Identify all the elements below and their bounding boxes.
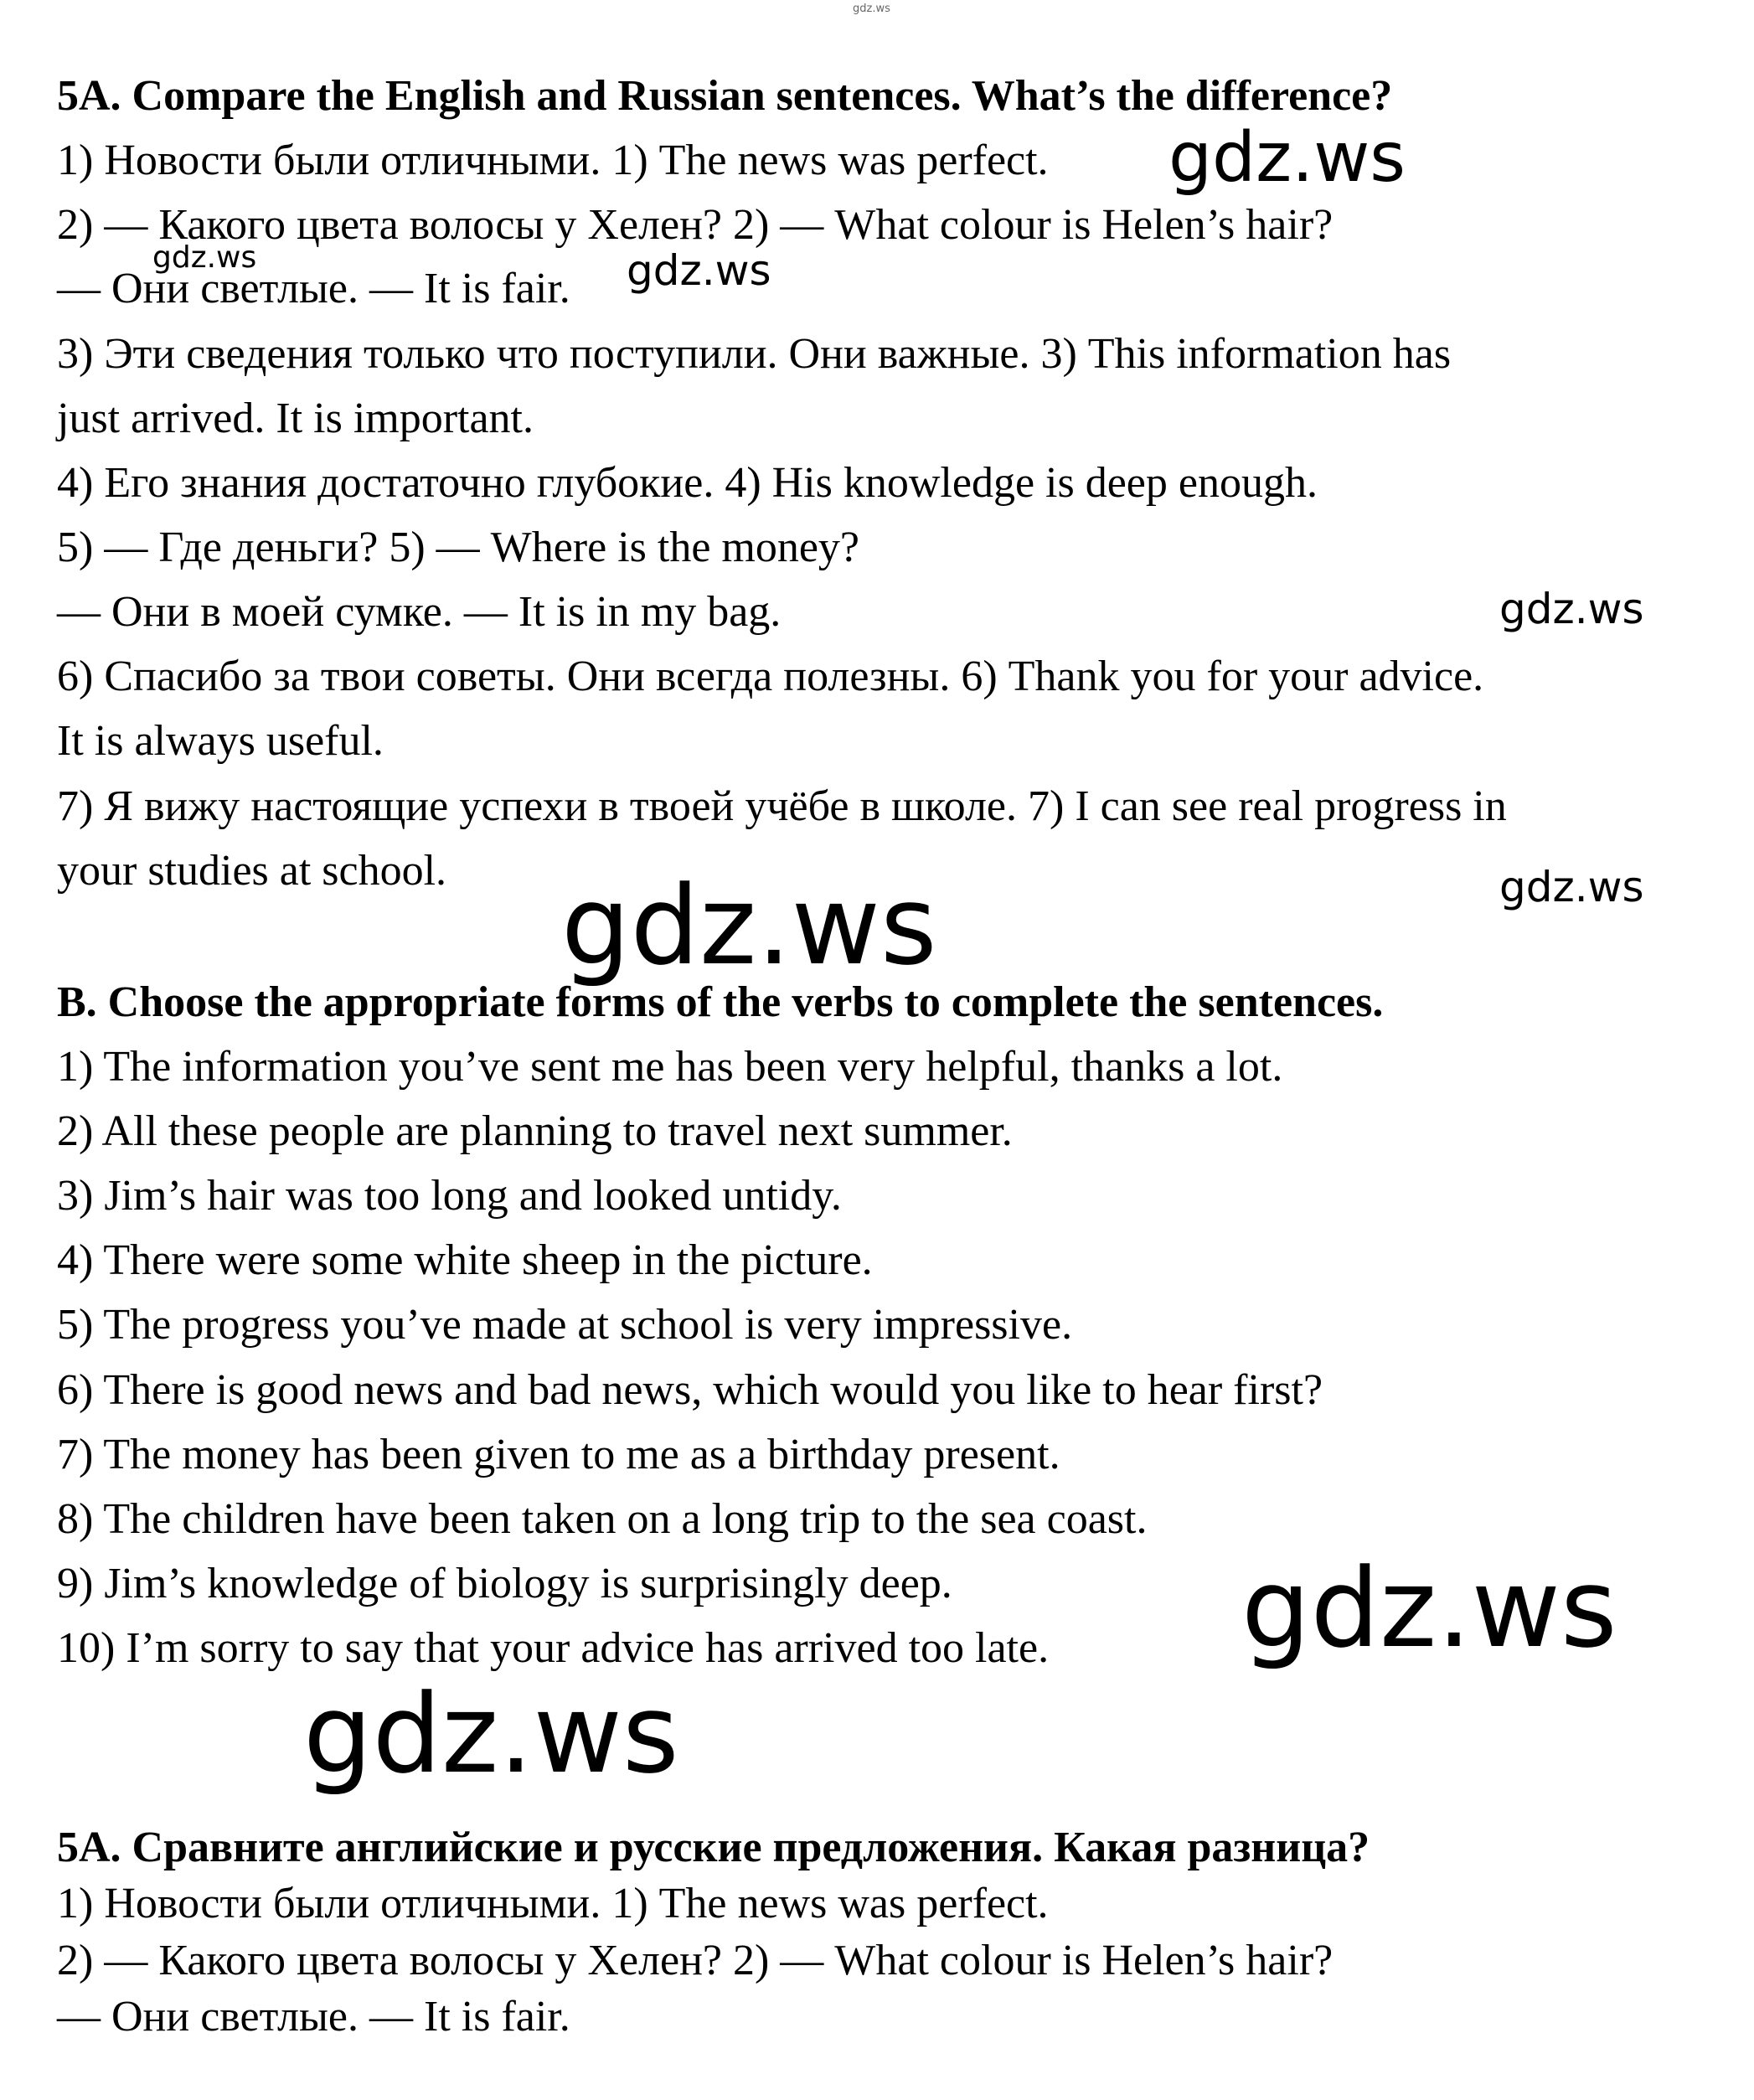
section-a-heading: 5A. Compare the English and Russian sentences. What’s the difference?: [57, 72, 1393, 120]
section-a-line: 5) — Где деньги? 5) — Where is the money?: [57, 524, 860, 571]
watermark-logo: gdz.ws: [152, 240, 257, 275]
section-a-line: It is always useful.: [57, 717, 384, 765]
section-a-line: your studies at school.: [57, 847, 447, 895]
section-a-line: 7) Я вижу настоящие успехи в твоей учёбе в школе. 7) I can see real progress in: [57, 782, 1507, 830]
watermark-logo: gdz.ws: [303, 1670, 679, 1798]
watermark-logo: gdz.ws: [1499, 863, 1644, 911]
section-b-line: 7) The money has been given to me as a birthday present.: [57, 1431, 1060, 1478]
section-b-line: 1) The information you’ve sent me has been very helpful, thanks a lot.: [57, 1043, 1283, 1091]
watermark-logo: gdz.ws: [1241, 1545, 1617, 1672]
section-ru-line: 1) Новости были отличными. 1) The news was perfect.: [57, 1880, 1049, 1927]
section-a-line: just arrived. It is important.: [57, 395, 534, 442]
section-a-line: 3) Эти сведения только что поступили. Они важные. 3) This information has: [57, 330, 1452, 378]
section-a-line: — Они светлые. — It is fair.: [57, 265, 570, 312]
watermark-logo: gdz.ws: [627, 246, 771, 295]
section-a-line: 6) Спасибо за твои советы. Они всегда полезны. 6) Thank you for your advice.: [57, 653, 1484, 700]
section-b-line: 3) Jim’s hair was too long and looked untidy.: [57, 1172, 842, 1220]
section-b-line: 9) Jim’s knowledge of biology is surprisingly deep.: [57, 1560, 952, 1607]
section-b-line: 2) All these people are planning to travel next summer.: [57, 1107, 1013, 1155]
section-a-line: 4) Его знания достаточно глубокие. 4) His knowledge is deep enough.: [57, 459, 1318, 507]
section-b-line: 6) There is good news and bad news, which would you like to hear first?: [57, 1366, 1323, 1414]
section-ru-line: 2) — Какого цвета волосы у Хелен? 2) — What colour is Helen’s hair?: [57, 1937, 1334, 1984]
section-b-line: 10) I’m sorry to say that your advice has arrived too late.: [57, 1624, 1050, 1672]
section-ru-line: — Они светлые. — It is fair.: [57, 1993, 570, 2041]
section-b-line: 8) The children have been taken on a long trip to the sea coast.: [57, 1495, 1148, 1543]
watermark-logo: gdz.ws: [1168, 118, 1406, 198]
watermark-logo: gdz.ws: [853, 3, 890, 15]
section-a-line: — Они в моей сумке. — It is in my bag.: [57, 588, 782, 636]
watermark-logo: gdz.ws: [1499, 585, 1644, 633]
section-ru-heading: 5A. Сравните английские и русские предложения. Какая разница?: [57, 1824, 1370, 1871]
section-a-line: 1) Новости были отличными. 1) The news was perfect.: [57, 137, 1049, 184]
section-b-line: 5) The progress you’ve made at school is very impressive.: [57, 1301, 1073, 1349]
watermark-logo: gdz.ws: [561, 862, 937, 989]
section-a-line: 2) — Какого цвета волосы у Хелен? 2) — What colour is Helen’s hair?: [57, 201, 1334, 249]
section-b-heading: B. Choose the appropriate forms of the verbs to complete the sentences.: [57, 978, 1384, 1026]
section-b-line: 4) There were some white sheep in the picture.: [57, 1236, 873, 1284]
